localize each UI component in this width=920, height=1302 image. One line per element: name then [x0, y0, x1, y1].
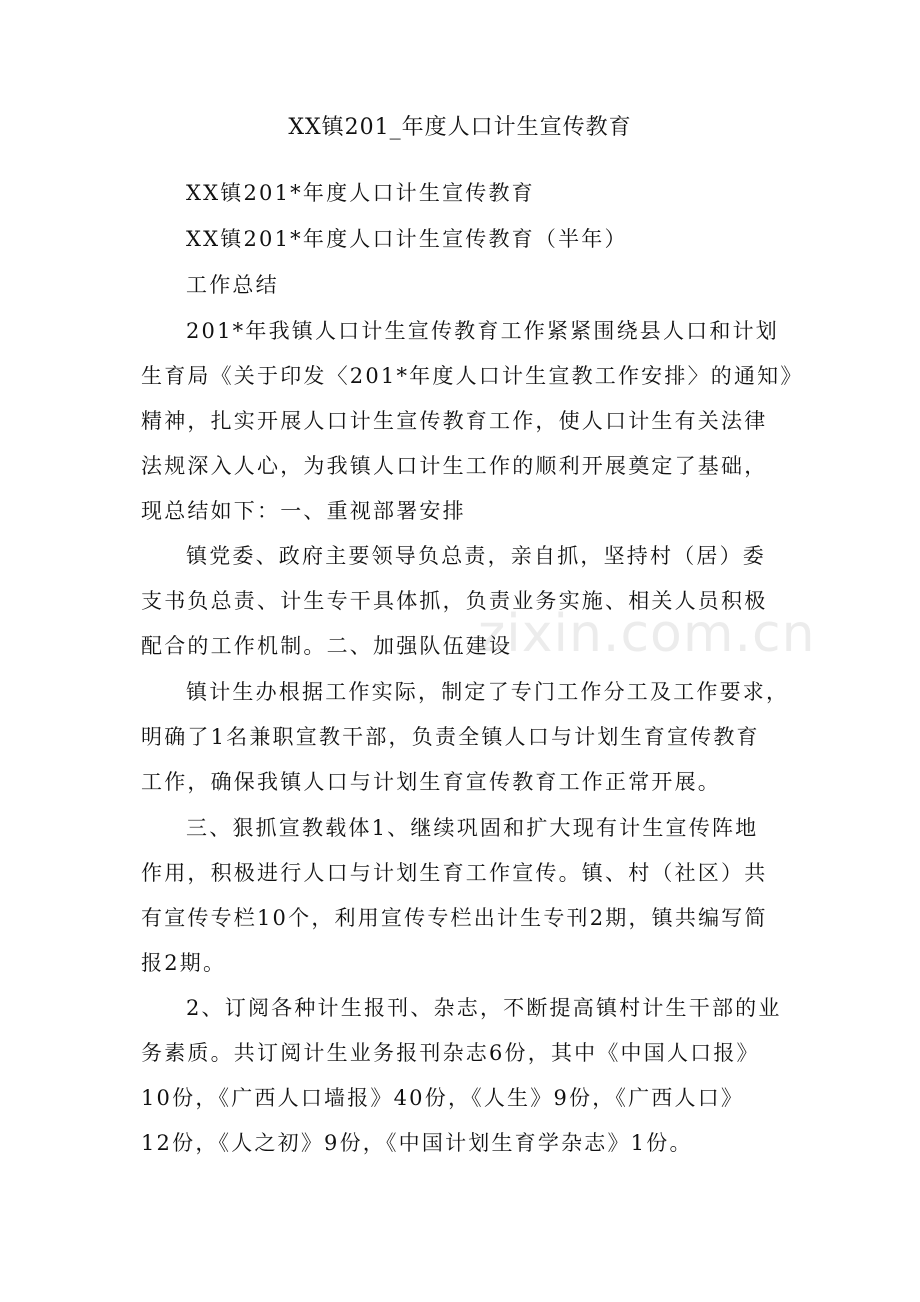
paragraph-line: 法规深入人心，为我镇人口计生工作的顺利开展奠定了基础， [141, 454, 768, 478]
paragraph-line: 明确了1名兼职宣教干部，负责全镇人口与计划生育宣传教育 [141, 725, 760, 749]
paragraph-line: 支书负总责、计生专干具体抓，负责业务实施、相关人员积极 [141, 589, 768, 613]
paragraph-line: 三、狠抓宣教载体1、继续巩固和扩大现有计生宣传阵地 [186, 816, 759, 840]
paragraph-line: 生育局《关于印发〈201*年度人口计生宣教工作安排〉的通知》 [141, 364, 804, 388]
paragraph-line: 2、订阅各种计生报刊、杂志，不断提高镇村计生干部的业 [186, 996, 782, 1020]
paragraph-line: 配合的工作机制。二、加强队伍建设 [141, 634, 513, 658]
paragraph-line: 报2期。 [141, 951, 227, 975]
paragraph-line: 务素质。共订阅计生业务报刊杂志6份，其中《中国人口报》 [141, 1041, 760, 1065]
paragraph-line: 有宣传专栏10个，利用宣传专栏出计生专刊2期，镇共编写简 [141, 906, 768, 930]
subtitle-line-2: XX镇201*年度人口计生宣传教育（半年） [186, 227, 628, 251]
paragraph-line: 12份，《人之初》9份，《中国计划生育学杂志》1份。 [141, 1131, 693, 1155]
paragraph-line: 现总结如下：一、重视部署安排 [141, 499, 466, 523]
paragraph-line: 精神，扎实开展人口计生宣传教育工作，使人口计生有关法律 [141, 409, 768, 433]
paragraph-line: 工作，确保我镇人口与计划生育宣传教育工作正常开展。 [141, 770, 721, 794]
paragraph-line: 镇党委、政府主要领导负总责，亲自抓，坚持村（居）委 [186, 544, 766, 568]
subtitle-line-1: XX镇201*年度人口计生宣传教育 [186, 181, 535, 205]
paragraph-line: 作用，积极进行人口与计划生育工作宣传。镇、村（社区）共 [141, 861, 768, 885]
watermark: zixin.com.cn [478, 604, 816, 664]
paragraph-line: 201*年我镇人口计生宣传教育工作紧紧围绕县人口和计划 [186, 319, 779, 343]
subtitle-line-3: 工作总结 [186, 273, 279, 297]
paragraph-line: 10份，《广西人口墙报》40份，《人生》9份，《广西人口》 [141, 1086, 745, 1110]
paragraph-line: 镇计生办根据工作实际，制定了专门工作分工及工作要求， [186, 680, 790, 704]
document-title: XX镇201_年度人口计生宣传教育 [288, 115, 632, 140]
